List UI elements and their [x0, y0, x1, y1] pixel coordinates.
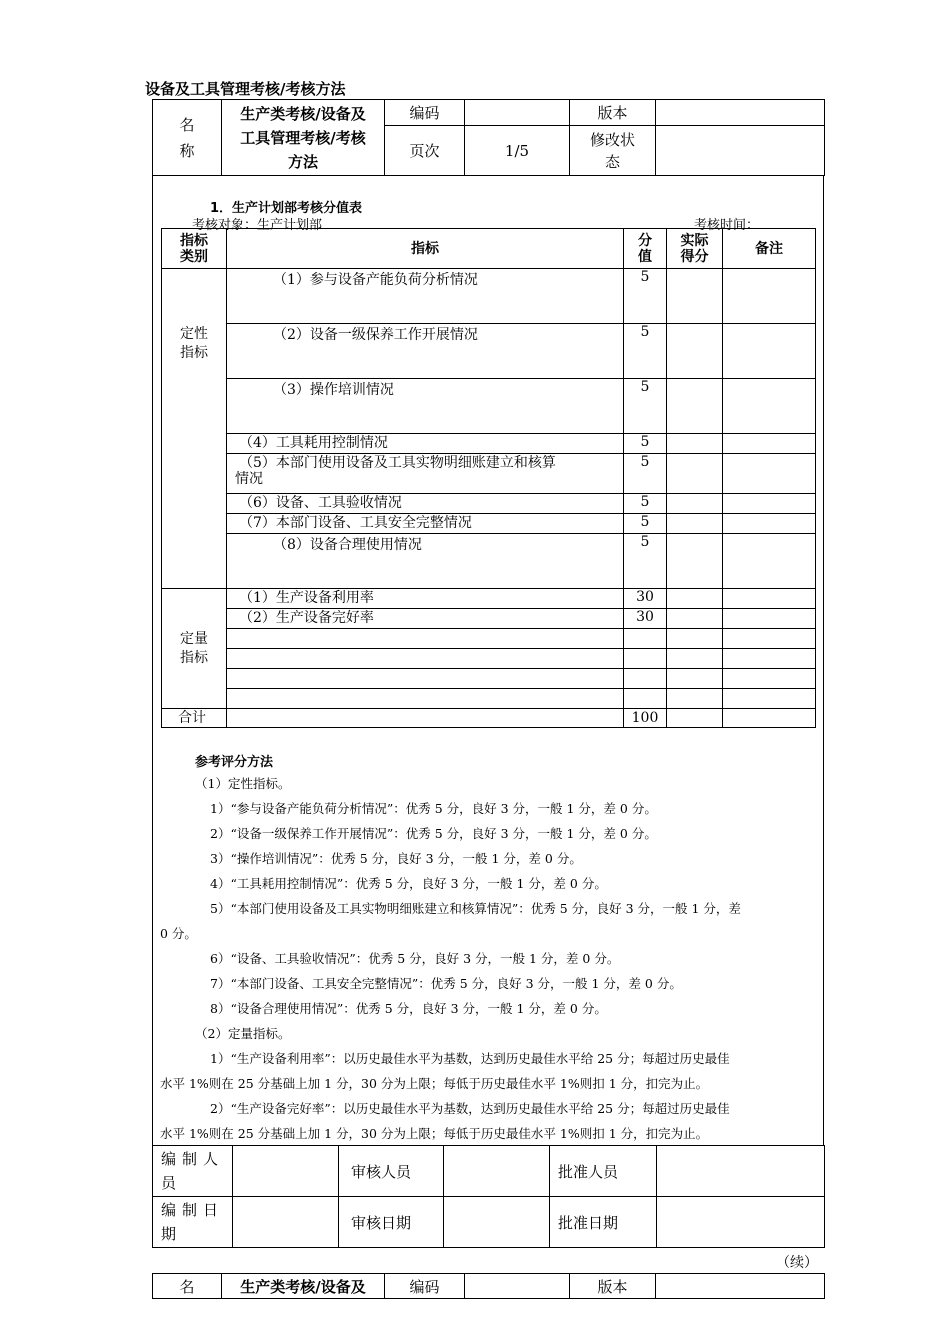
header-actual: 实际 得分: [667, 229, 723, 269]
header-indicator: 指标: [227, 229, 624, 269]
indicator-cell[interactable]: [227, 629, 624, 649]
next-page-header: [152, 1273, 825, 1299]
method-item: 6）“设备、工具验收情况”：优秀 5 分，良好 3 分，一般 1 分，差 0 分。: [210, 951, 620, 966]
score-cell: 30: [624, 589, 667, 609]
next-version-value: [656, 1274, 825, 1299]
continued-mark: （续）: [776, 1255, 818, 1271]
quantitative-heading: （2）定量指标。: [195, 1026, 291, 1041]
score-cell[interactable]: [624, 649, 667, 669]
method-item: 2）“生产设备完好率”：以历史最佳水平为基数，达到历史最佳水平给 25 分；每超过历史最佳: [210, 1101, 730, 1116]
version-value: [656, 100, 825, 126]
table-row: [162, 689, 816, 709]
approve-date-value[interactable]: [657, 1197, 825, 1248]
method-title: 参考评分方法: [195, 755, 274, 770]
actual-cell[interactable]: [667, 689, 723, 709]
remark-cell[interactable]: [723, 689, 816, 709]
prepared-by-value[interactable]: [233, 1146, 339, 1197]
score-cell[interactable]: [624, 689, 667, 709]
prepared-date-label: 编制日 期: [153, 1197, 233, 1248]
method-item: 2）“设备一级保养工作开展情况”：优秀 5 分，良好 3 分，一般 1 分，差 0 分。: [210, 826, 657, 841]
header-score: 分 值: [624, 229, 667, 269]
next-code-value: [465, 1274, 570, 1299]
actual-cell[interactable]: [667, 454, 723, 494]
remark-cell[interactable]: [723, 534, 816, 589]
table-row: [162, 379, 816, 434]
score-cell: 5: [624, 324, 667, 379]
indicator-cell: （2）生产设备完好率: [227, 609, 624, 629]
method-item: 3）“操作培训情况”：优秀 5 分，良好 3 分，一般 1 分，差 0 分。: [210, 851, 582, 866]
total-row: [162, 709, 816, 728]
score-table: [161, 228, 816, 728]
table-row: [162, 269, 816, 324]
document-header-table: [152, 99, 825, 176]
next-name-value: 生产类考核/设备及: [222, 1274, 385, 1299]
header-remark: 备注: [723, 229, 816, 269]
method-item: 8）“设备合理使用情况”：优秀 5 分，良好 3 分，一般 1 分，差 0 分。: [210, 1001, 607, 1016]
quantitative-label: 定量 指标: [162, 589, 227, 709]
indicator-cell: （4）工具耗用控制情况: [227, 434, 624, 454]
qualitative-label: 定性 指标: [162, 269, 227, 589]
remark-cell[interactable]: [723, 649, 816, 669]
method-item: 4）“工具耗用控制情况”：优秀 5 分，良好 3 分，一般 1 分，差 0 分。: [210, 876, 607, 891]
remark-cell[interactable]: [723, 269, 816, 324]
actual-cell[interactable]: [667, 379, 723, 434]
score-cell: 5: [624, 269, 667, 324]
indicator-cell[interactable]: [227, 689, 624, 709]
actual-cell[interactable]: [667, 494, 723, 514]
score-cell: 5: [624, 534, 667, 589]
remark-cell[interactable]: [723, 609, 816, 629]
table-row: [162, 514, 816, 534]
approver-value[interactable]: [657, 1146, 825, 1197]
total-score: 100: [624, 709, 667, 728]
table-row: [162, 454, 816, 494]
remark-cell[interactable]: [723, 379, 816, 434]
method-item-cont: 水平 1%则在 25 分基础上加 1 分，30 分为上限；每低于历史最佳水平 1%则扣 1 分，扣完为止。: [160, 1076, 709, 1091]
next-version-label: 版本: [570, 1274, 656, 1299]
revision-value: [656, 126, 825, 176]
indicator-cell: （3）操作培训情况: [227, 379, 624, 434]
remark-cell[interactable]: [723, 494, 816, 514]
document-title: 设备及工具管理考核/考核方法: [145, 80, 346, 98]
table-header-row: [162, 229, 816, 269]
reviewer-label: 审核人员: [339, 1146, 444, 1197]
score-cell: 5: [624, 434, 667, 454]
table-row: [162, 534, 816, 589]
indicator-cell: （1）参与设备产能负荷分析情况: [227, 269, 624, 324]
actual-cell[interactable]: [667, 609, 723, 629]
method-item-cont: 0 分。: [160, 926, 197, 941]
total-indicator-cell: [227, 709, 624, 728]
remark-cell[interactable]: [723, 434, 816, 454]
actual-cell[interactable]: [667, 534, 723, 589]
remark-cell[interactable]: [723, 454, 816, 494]
indicator-cell[interactable]: [227, 649, 624, 669]
method-item: 7）“本部门设备、工具安全完整情况”：优秀 5 分，良好 3 分，一般 1 分，差 0 分。: [210, 976, 682, 991]
actual-cell[interactable]: [667, 649, 723, 669]
table-row: [162, 324, 816, 379]
actual-cell[interactable]: [667, 434, 723, 454]
prepared-by-label: 编制人 员: [153, 1146, 233, 1197]
assessment-time: 考核时间：: [694, 218, 760, 233]
score-cell: 30: [624, 609, 667, 629]
method-body: [160, 771, 820, 1146]
name-value: 生产类考核/设备及 工具管理考核/考核 方法: [222, 100, 385, 176]
page-value: 1/5: [465, 126, 570, 176]
next-name-label: 名: [153, 1274, 222, 1299]
next-code-label: 编码: [385, 1274, 465, 1299]
score-cell: 5: [624, 494, 667, 514]
table-row: [162, 669, 816, 689]
remark-cell[interactable]: [723, 514, 816, 534]
actual-cell[interactable]: [667, 514, 723, 534]
total-remark-cell[interactable]: [723, 709, 816, 728]
indicator-cell: （5）本部门使用设备及工具实物明细账建立和核算 情况: [227, 454, 624, 494]
reviewer-value[interactable]: [444, 1146, 550, 1197]
table-row: [162, 434, 816, 454]
indicator-cell: （8）设备合理使用情况: [227, 534, 624, 589]
score-cell[interactable]: [624, 669, 667, 689]
actual-cell[interactable]: [667, 269, 723, 324]
review-date-label: 审核日期: [339, 1197, 444, 1248]
code-value: [465, 100, 570, 126]
approver-label: 批准人员: [550, 1146, 657, 1197]
signature-table: [152, 1145, 825, 1248]
actual-cell[interactable]: [667, 629, 723, 649]
indicator-cell: （7）本部门设备、工具安全完整情况: [227, 514, 624, 534]
section-title: 1．生产计划部考核分值表: [210, 201, 363, 216]
table-row: [162, 649, 816, 669]
actual-cell[interactable]: [667, 324, 723, 379]
table-row: [162, 629, 816, 649]
version-label: 版本: [570, 100, 656, 126]
score-cell[interactable]: [624, 629, 667, 649]
indicator-cell[interactable]: [227, 669, 624, 689]
qualitative-heading: （1）定性指标。: [195, 776, 291, 791]
total-label: 合计: [162, 709, 227, 728]
header-category: 指标 类别: [162, 229, 227, 269]
approve-date-label: 批准日期: [550, 1197, 657, 1248]
table-row: [162, 494, 816, 514]
actual-cell[interactable]: [667, 669, 723, 689]
score-cell: 5: [624, 454, 667, 494]
prepared-date-value[interactable]: [233, 1197, 339, 1248]
revision-label: 修改状 态: [570, 126, 656, 176]
table-row: [162, 589, 816, 609]
indicator-cell: （2）设备一级保养工作开展情况: [227, 324, 624, 379]
remark-cell[interactable]: [723, 324, 816, 379]
remark-cell[interactable]: [723, 629, 816, 649]
method-item: 5）“本部门使用设备及工具实物明细账建立和核算情况”：优秀 5 分，良好 3 分，一般 1 分，差: [210, 901, 741, 916]
indicator-cell: （6）设备、工具验收情况: [227, 494, 624, 514]
assessment-target: 考核对象：生产计划部: [192, 218, 323, 233]
score-cell: 5: [624, 379, 667, 434]
remark-cell[interactable]: [723, 589, 816, 609]
method-item-cont: 水平 1%则在 25 分基础上加 1 分，30 分为上限；每低于历史最佳水平 1%则扣 1 分，扣完为止。: [160, 1126, 709, 1141]
method-item: 1）“参与设备产能负荷分析情况”：优秀 5 分，良好 3 分，一般 1 分，差 0 分。: [210, 801, 657, 816]
name-label: 名 称: [153, 100, 222, 176]
method-item: 1）“生产设备利用率”：以历史最佳水平为基数，达到历史最佳水平给 25 分；每超过历史最佳: [210, 1051, 730, 1066]
remark-cell[interactable]: [723, 669, 816, 689]
page-label: 页次: [385, 126, 465, 176]
actual-cell[interactable]: [667, 589, 723, 609]
total-actual-cell[interactable]: [667, 709, 723, 728]
indicator-cell: （1）生产设备利用率: [227, 589, 624, 609]
table-row: [162, 609, 816, 629]
code-label: 编码: [385, 100, 465, 126]
score-cell: 5: [624, 514, 667, 534]
review-date-value[interactable]: [444, 1197, 550, 1248]
